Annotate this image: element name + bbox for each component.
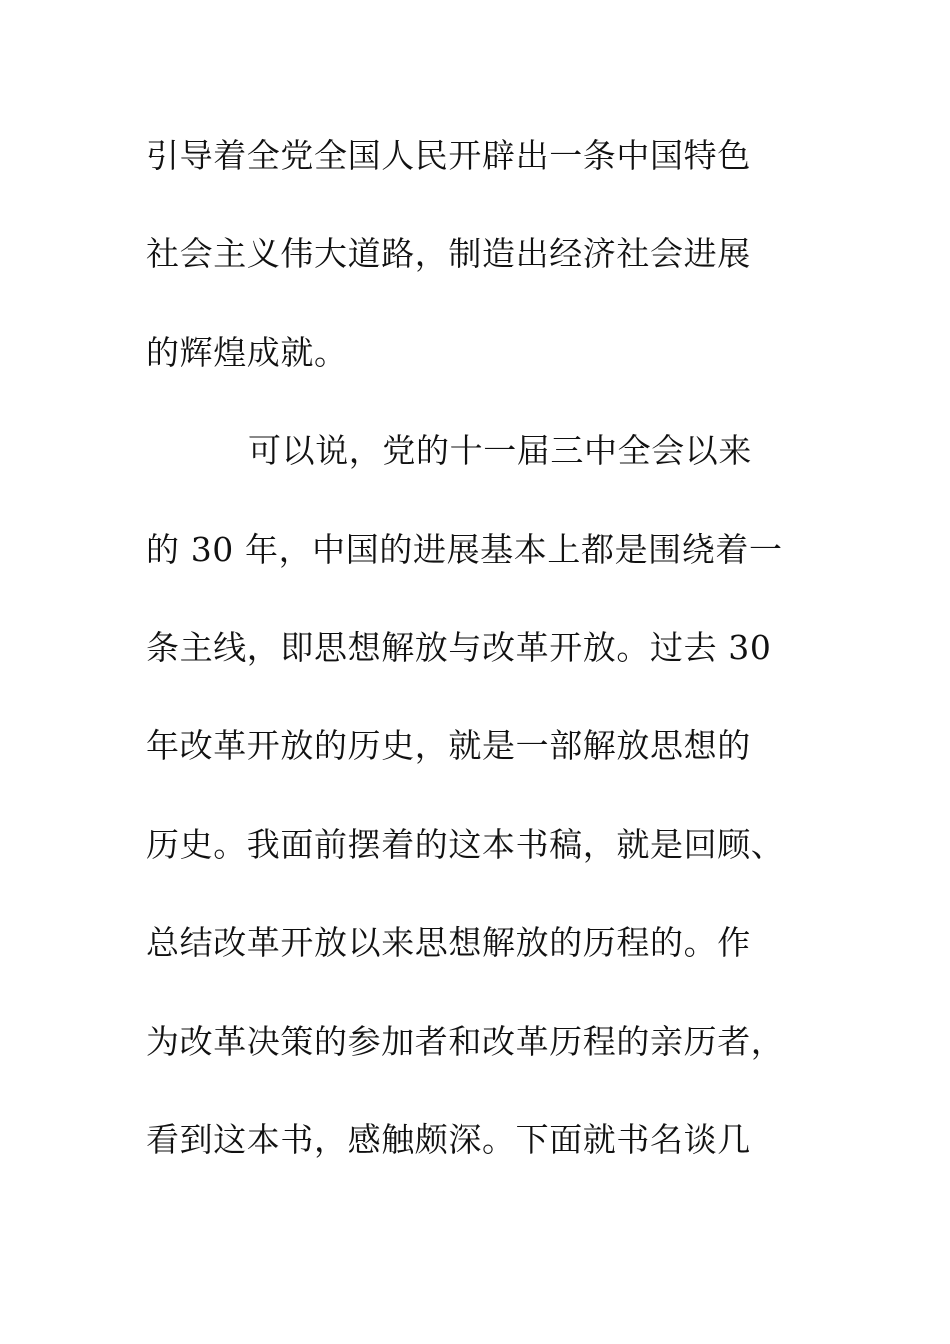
text-line: 为改革决策的参加者和改革历程的亲历者， xyxy=(146,1021,785,1061)
text-line: 条主线，即思想解放与改革开放。过去 30 xyxy=(146,627,772,667)
text-line: 的 30 年，中国的进展基本上都是围绕着一 xyxy=(146,529,783,569)
paragraph-first-line: 可以说，党的十一届三中全会以来 xyxy=(248,431,752,471)
text-line: 看到这本书，感触颇深。下面就书名谈几 xyxy=(146,1119,751,1159)
text-line: 的辉煌成就。 xyxy=(146,332,348,372)
text-line: 引导着全党全国人民开辟出一条中国特色 xyxy=(146,136,751,175)
text-line: 历史。我面前摆着的这本书稿，就是回顾、 xyxy=(146,824,785,864)
text-line: 社会主义伟大道路，制造出经济社会进展 xyxy=(146,234,751,274)
body-text xyxy=(146,127,826,1209)
text-line: 总结改革开放以来思想解放的历程的。作 xyxy=(146,923,751,963)
text-line: 年改革开放的历史，就是一部解放思想的 xyxy=(146,726,751,766)
